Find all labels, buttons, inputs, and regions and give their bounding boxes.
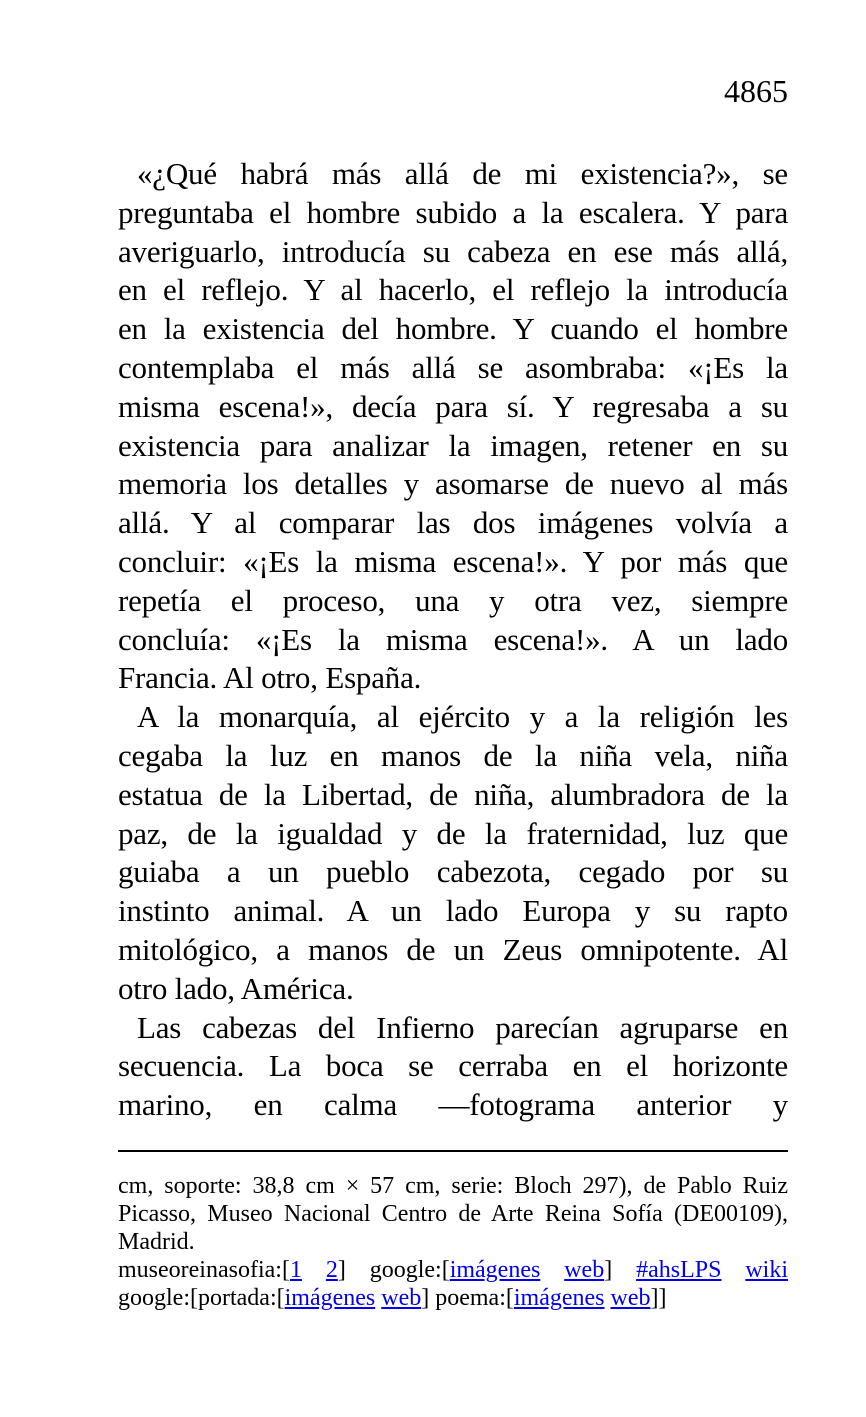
footnote-link[interactable]: 1	[289, 1257, 302, 1283]
body-line: A la monarquía, al ejército y a la religión les	[137, 699, 788, 735]
body-line: estatua de la Libertad, de niña, alumbradora de la	[118, 776, 788, 812]
body-line: Francia. Al otro, España.	[118, 660, 422, 696]
body-line: «¿Qué habrá más allá de mi existencia?», se	[137, 156, 788, 191]
footnote-text-segment	[721, 1257, 745, 1283]
footnote-text-segment: ]]	[650, 1285, 667, 1311]
footnote-line: Madrid.	[118, 1229, 195, 1255]
body-line: preguntaba el hombre subido a la escalera. Y para	[118, 194, 788, 230]
body-line: Las cabezas del Infierno parecían agruparse en	[137, 1009, 788, 1045]
body-line: mitológico, a manos de un Zeus omnipotente. Al	[118, 931, 788, 967]
footnote-link-line	[118, 1256, 788, 1284]
footnote-text-segment: ]	[604, 1257, 637, 1283]
footnote-link[interactable]: #ahsLPS	[636, 1257, 722, 1283]
body-line: contemplaba el más allá se asombraba: «¡Es la	[118, 349, 788, 385]
footnote-text-segment: google:[portada:[	[118, 1285, 285, 1311]
footnote-text-segment: ] google:[	[337, 1257, 450, 1283]
body-line: memoria los detalles y asomarse de nuevo al más	[118, 466, 788, 502]
footnote-link[interactable]: 2	[325, 1257, 338, 1283]
footnote-link[interactable]: imágenes	[449, 1257, 541, 1283]
footnote-links	[118, 1256, 788, 1312]
body-line: allá. Y al comparar las dos imágenes volvía a	[118, 505, 788, 541]
body-line: existencia para analizar la imagen, retener en su	[118, 427, 788, 463]
footnote-text	[118, 1172, 788, 1256]
body-text	[118, 155, 788, 1125]
body-line: guiaba a un pueblo cabezota, cegado por su	[118, 854, 788, 890]
footnote-link[interactable]: imágenes	[513, 1285, 605, 1311]
footnote-text-segment	[540, 1257, 564, 1283]
body-line: cegaba la luz en manos de la niña vela, niña	[118, 737, 788, 773]
body-line: repetía el proceso, una y otra vez, siempre	[118, 582, 788, 618]
body-line: otro lado, América.	[118, 970, 354, 1006]
body-line: concluir: «¡Es la misma escena!». Y por más que	[118, 543, 788, 579]
footnote-link[interactable]: web	[564, 1257, 605, 1283]
footnote	[118, 1172, 788, 1312]
footnote-link[interactable]: web	[610, 1285, 651, 1311]
footnote-text-segment: museoreinasofia:[	[118, 1257, 290, 1283]
body-line: instinto animal. A un lado Europa y su rapto	[118, 893, 788, 929]
footnote-divider	[118, 1150, 788, 1152]
footnote-link[interactable]: imágenes	[284, 1285, 376, 1311]
footnote-link[interactable]: web	[381, 1285, 422, 1311]
body-line: misma escena!», decía para sí. Y regresaba a su	[118, 388, 788, 424]
footnote-link-line	[118, 1284, 788, 1312]
body-line: marino, en calma —fotograma anterior y	[118, 1087, 788, 1123]
body-line: secuencia. La boca se cerraba en el horizonte	[118, 1048, 788, 1084]
footnote-text-segment	[302, 1257, 326, 1283]
body-line: concluía: «¡Es la misma escena!». A un lado	[118, 621, 788, 657]
footnote-line: Picasso, Museo Nacional Centro de Arte Reina Sofía (DE00109),	[118, 1201, 788, 1227]
body-line: en la existencia del hombre. Y cuando el hombre	[118, 311, 788, 347]
page-number: 4865	[724, 73, 788, 109]
body-line: paz, de la igualdad y de la fraternidad, luz que	[118, 815, 788, 851]
body-line: en el reflejo. Y al hacerlo, el reflejo la introducía	[118, 272, 788, 308]
footnote-line: cm, soporte: 38,8 cm × 57 cm, serie: Bloch 297), de Pablo Ruiz	[118, 1173, 788, 1199]
footnote-text-segment: ] poema:[	[421, 1285, 514, 1311]
footnote-link[interactable]: wiki	[745, 1257, 789, 1283]
body-line: averiguarlo, introducía su cabeza en ese más allá,	[118, 233, 788, 269]
